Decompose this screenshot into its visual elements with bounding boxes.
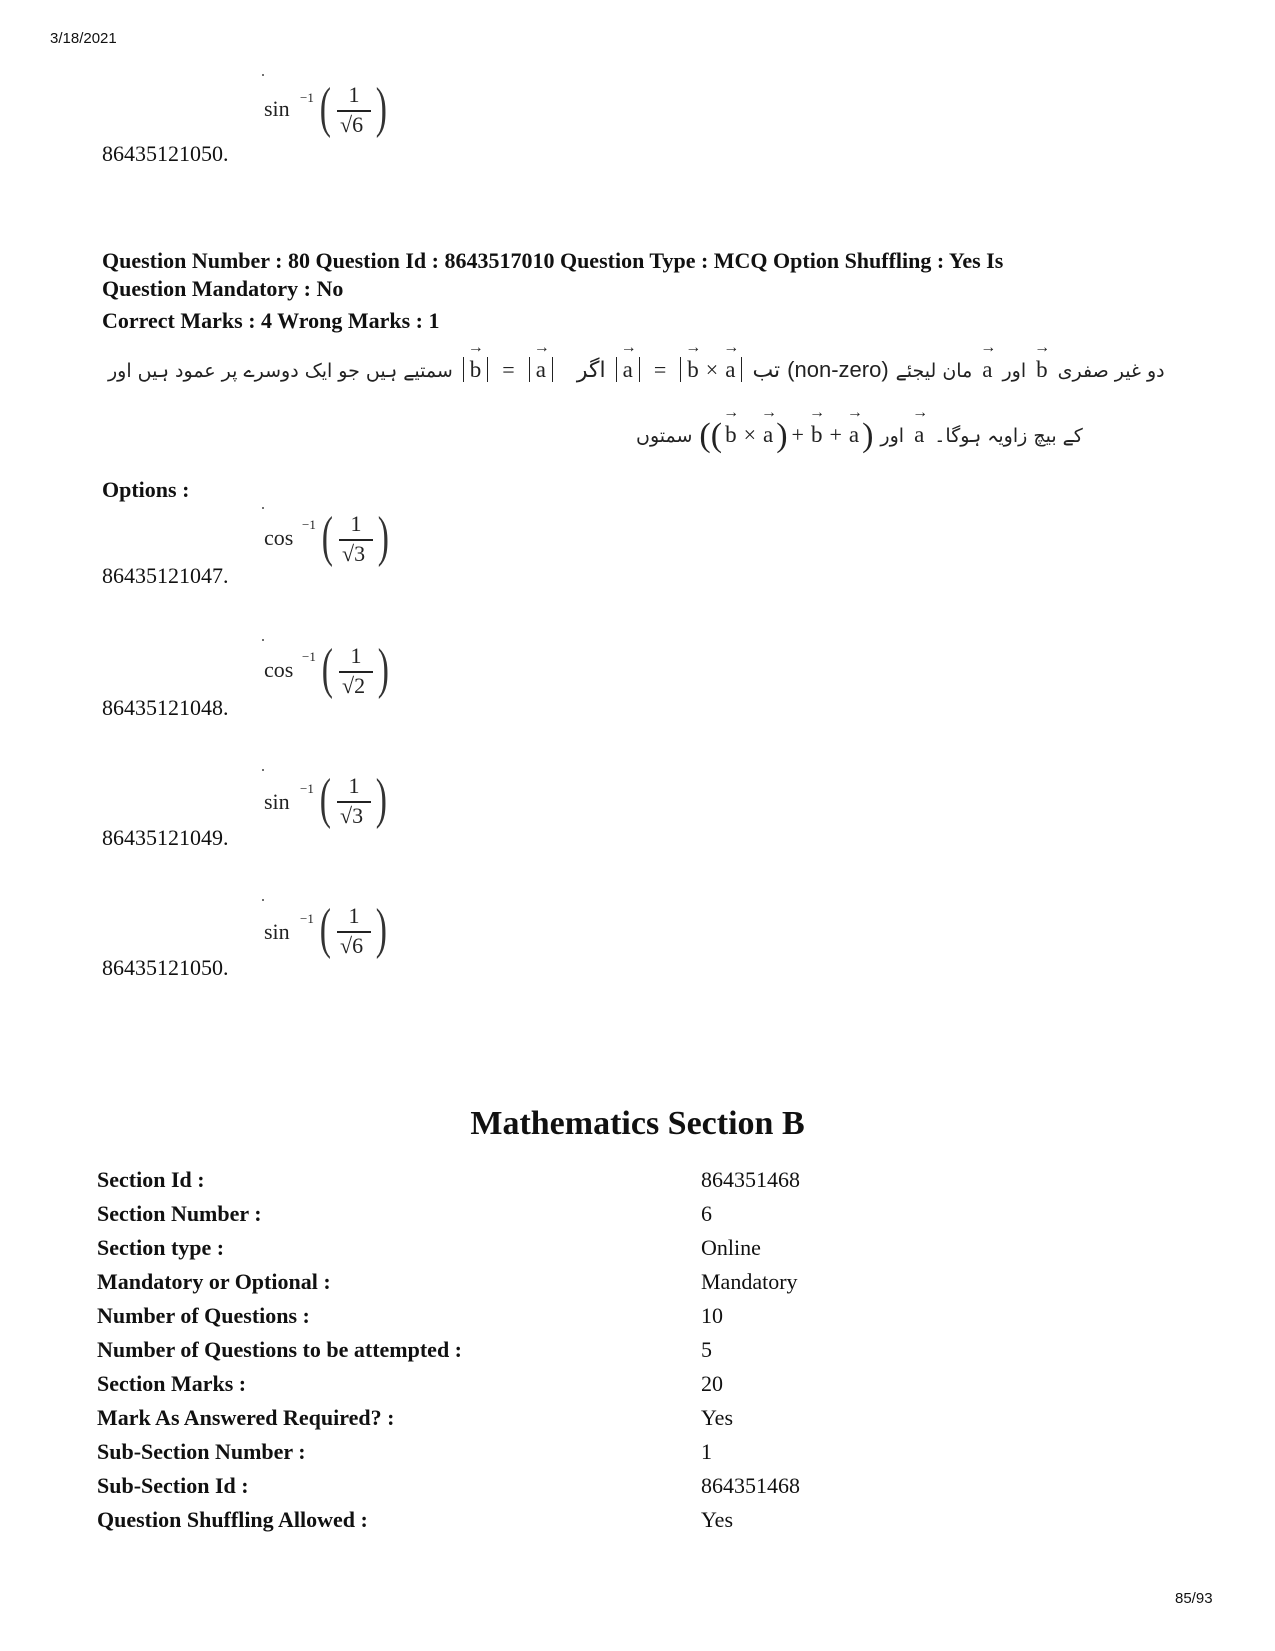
num-questions-label: Number of Questions : [97,1303,310,1328]
prev-option-formula [262,72,402,152]
formula-function: cos [264,525,294,550]
option-2-formula [262,637,402,717]
num-attempt-label: Number of Questions to be attempted : [97,1337,463,1362]
right-paren: ) [375,768,387,830]
num-attempt-value: 5 [701,1337,712,1362]
vector-a: → a [760,422,776,448]
formula-exponent: −1 [300,781,314,796]
formula-denominator: √6 [340,933,364,958]
option-3-id: 86435121049. [102,825,229,850]
formula-denominator: √3 [340,803,364,828]
question-meta-line2: Question Mandatory : No [102,276,344,301]
num-questions-value: 10 [701,1303,723,1328]
shuffling-label: Question Shuffling Allowed : [97,1507,368,1532]
vector-b: → b [684,357,702,383]
mark-answered-label: Mark As Answered Required? : [97,1405,395,1430]
left-paren: ( [319,898,331,960]
subsection-number-value: 1 [701,1439,712,1464]
print-date: 3/18/2021 [50,30,117,47]
formula-denominator: √2 [342,673,366,698]
formula-exponent: −1 [300,90,314,105]
vector-a: → a [722,357,738,383]
options-label: Options : [102,477,190,502]
stem-ke-beech: کے بیچ زاویہ ہوگا۔ [934,425,1083,447]
left-paren: ( [319,768,331,830]
section-id-value: 864351468 [701,1167,800,1192]
stem-simton: سمتوں [636,425,693,447]
right-paren: ) [375,898,387,960]
stem-agar: اگر [576,358,606,383]
section-marks-value: 20 [701,1371,723,1396]
question-stem-line1: تب → a×→ b = → a اگر → a = → b سمتیے ہیں جو ایک دوسرے پر عمود ہیں اور (non-zero) دو غیر صفری → b اور → a مان لیجئے [108,357,1173,383]
formula-numerator: 1 [348,773,360,798]
stem-samtiye: سمتیے ہیں جو ایک دوسرے پر عمود ہیں اور [108,360,453,382]
formula-exponent: −1 [302,517,316,532]
formula-function: cos [264,657,294,682]
formula-numerator: 1 [348,82,360,107]
option-4-formula [262,897,402,977]
vector-a: → a [911,422,927,448]
formula-exponent: −1 [300,911,314,926]
section-title: Mathematics Section B [470,1105,805,1142]
vector-a: → a [533,357,549,383]
left-paren: ( [319,77,331,139]
subsection-id-value: 864351468 [701,1473,800,1498]
stem-maan: مان لیجئے [895,360,973,382]
mandatory-label: Mandatory or Optional : [97,1269,331,1294]
stem-tab: تب [752,358,781,383]
section-number-label: Section Number : [97,1201,262,1226]
option-4-id: 86435121050. [102,955,229,980]
formula-numerator: 1 [350,643,362,668]
stem-aur: اور [1002,360,1027,382]
formula-function: sin [264,96,290,121]
stem-aur: اور [880,425,905,447]
subsection-id-label: Sub-Section Id : [97,1473,249,1498]
stem-do: دو غیر صفری [1057,360,1165,382]
vector-b: → b [1033,357,1051,383]
page-number: 85/93 [1175,1590,1213,1607]
section-id-label: Section Id : [97,1167,205,1192]
right-paren: ) [377,638,389,700]
left-paren: ( [321,638,333,700]
formula-numerator: 1 [350,511,362,536]
formula-denominator: √3 [342,541,366,566]
formula-function: sin [264,919,290,944]
vector-b: → b [722,422,740,448]
formula-function: sin [264,789,290,814]
vector-b: → b [467,357,485,383]
vector-a: → a [620,357,636,383]
left-paren: ( [321,506,333,568]
mark-answered-value: Yes [701,1405,734,1430]
vector-a: → a [846,422,862,448]
section-type-value: Online [701,1235,761,1260]
mandatory-value: Mandatory [701,1269,798,1294]
formula-denominator: √6 [340,112,364,137]
option-2-id: 86435121048. [102,695,229,720]
shuffling-value: Yes [701,1507,734,1532]
question-stem-line2: کے بیچ زاویہ ہوگا۔ → a اور (→ a+→ b+(→ a×→ b)) سمتوں [636,417,1083,455]
prev-option-id: 86435121050. [102,141,229,166]
option-1-formula [262,505,402,585]
right-paren: ) [377,506,389,568]
section-marks-label: Section Marks : [97,1371,247,1396]
formula-exponent: −1 [302,649,316,664]
option-1-id: 86435121047. [102,563,229,588]
option-3-formula [262,767,402,847]
section-number-value: 6 [701,1201,712,1226]
vector-a: → a [979,357,995,383]
question-meta-line1: Question Number : 80 Question Id : 8643517010 Question Type : MCQ Option Shuffling : Yes Is [102,248,1004,273]
vector-b: → b [808,422,826,448]
subsection-number-label: Sub-Section Number : [97,1439,306,1464]
question-marks: Correct Marks : 4 Wrong Marks : 1 [102,308,440,333]
stem-nonzero: (non-zero) [787,357,889,382]
section-type-label: Section type : [97,1235,225,1260]
formula-numerator: 1 [348,903,360,928]
right-paren: ) [375,77,387,139]
